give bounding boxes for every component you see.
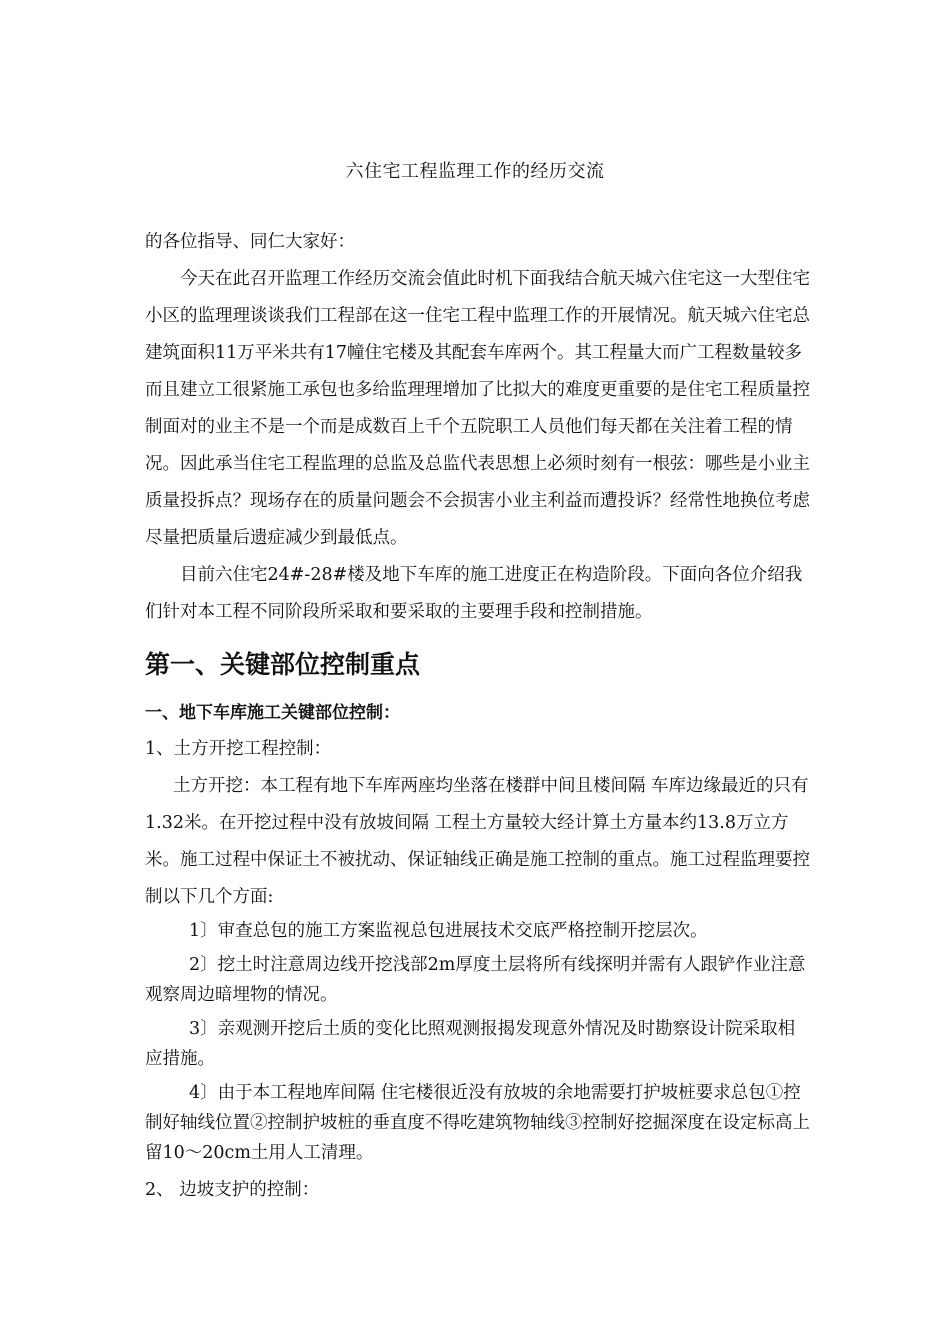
item2-heading: 2、 边坡支护的控制： — [145, 1180, 320, 1200]
document-title: 六住宅工程监理工作的经历交流 — [345, 161, 605, 182]
measure-item: 4〕由于本工程地库间隔 住宅楼很近没有放坡的余地需要打护坡桩要求总包①控制好轴线位置②控制护坡桩的垂直度不得吃建筑物轴线③控制好挖掘深度在设定标高上留10～20cm土用人工清理。 — [145, 1083, 810, 1163]
item1-paragraph: 土方开挖：本工程有地下车库两座均坐落在楼群中间且楼间隔 车库边缘最近的只有1.32米。在开挖过程中没有放坡间隔 工程土方量较大经计算土方量本约13.8万立方米。施工过程中保证土不被扰动、保证轴线正确是施工控制的重点。施工过程监理要控制以下几个方面: — [145, 776, 810, 907]
item1-heading: 1、土方开挖工程控制： — [145, 739, 332, 759]
document-body — [145, 224, 810, 1209]
measure-item: 2〕挖土时注意周边线开挖浅部2m厚度土层将所有线探明并需有人跟铲作业注意观察周边暗埋物的情况。 — [145, 955, 806, 1005]
greeting: 的各位指导、同仁大家好： — [145, 232, 355, 252]
measures-list — [145, 916, 810, 1168]
measure-item: 3〕亲观测开挖后土质的变化比照观测报揭发现意外情况及时勘察设计院采取相应措施。 — [145, 1019, 796, 1069]
measure-item: 1〕审查总包的施工方案监视总包进展技术交底严格控制开挖层次。 — [189, 921, 708, 941]
intro-paragraph: 今天在此召开监理工作经历交流会值此时机下面我结合航天城六住宅这一大型住宅小区的监理理谈谈我们工程部在这一住宅工程中监理工作的开展情况。航天城六住宅总建筑面积11万平米共有17幢住宅楼及其配套车库两个。其工程量大而广工程数量较多而且建立工很紧施工承包也多给监理理增加了比拟大的难度更重要的是住宅工程质量控制面对的业主不是一个而是成数百上千个五院职工人员他们每天都在关注着工程的情况。因此承当住宅工程监理的总监及总监代表思想上必须时刻有一根弦：哪些是小业主质量投拆点？现场存在的质量问题会不会损害小业主利益而遭投诉？经常性地换位考虑尽量把质量后遗症减少到最低点。 — [145, 269, 810, 548]
section-heading: 第一、关键部位控制重点 — [145, 650, 421, 679]
subsection-heading: 一、地下车库施工关键部位控制： — [145, 703, 400, 723]
progress-paragraph: 目前六住宅24#-28#楼及地下车库的施工进度正在构造阶段。下面向各位介绍我们针对本工程不同阶段所采取和要采取的主要理手段和控制措施。 — [145, 565, 803, 622]
